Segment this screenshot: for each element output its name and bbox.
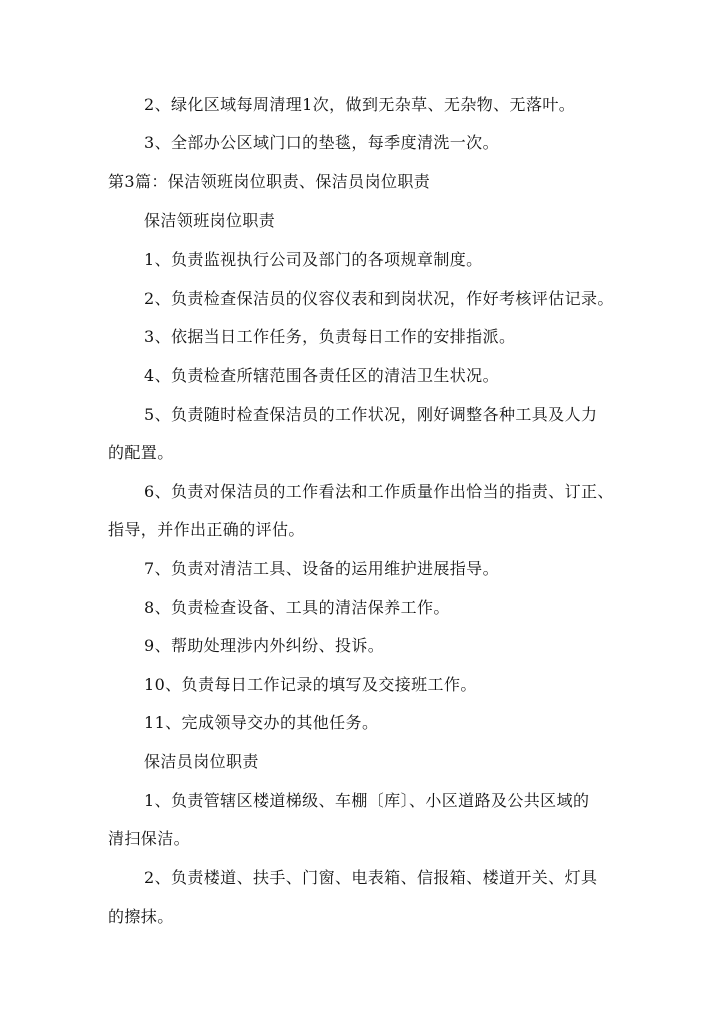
- cleaner-item: 1、负责管辖区楼道梯级、车棚〔库〕、小区道路及公共区域的: [144, 791, 590, 810]
- section-heading: 第3篇：保洁领班岗位职责、保洁员岗位职责: [108, 172, 431, 191]
- leader-item: 3、依据当日工作任务，负责每日工作的安排指派。: [144, 327, 516, 346]
- leader-item: 5、负责随时检查保洁员的工作状况，刚好调整各种工具及人力: [144, 405, 598, 424]
- leader-item: 1、负责监视执行公司及部门的各项规章制度。: [144, 250, 483, 269]
- leader-item-continuation: 指导，并作出正确的评估。: [108, 520, 305, 539]
- intro-item-3: 3、全部办公区域门口的垫毯，每季度清洗一次。: [144, 133, 499, 152]
- leader-item: 8、负责检查设备、工具的清洁保养工作。: [144, 598, 450, 617]
- leader-item: 11、完成领导交办的其他任务。: [144, 713, 379, 732]
- leader-item: 6、负责对保洁员的工作看法和工作质量作出恰当的指责、订正、: [144, 482, 614, 501]
- cleaner-item-continuation: 清扫保洁。: [108, 829, 191, 848]
- leader-section-title: 保洁领班岗位职责: [144, 211, 276, 230]
- leader-item: 2、负责检查保洁员的仪容仪表和到岗状况，作好考核评估记录。: [144, 289, 614, 308]
- leader-item: 10、负责每日工作记录的填写及交接班工作。: [144, 675, 477, 694]
- leader-item: 7、负责对清洁工具、设备的运用维护进展指导。: [144, 559, 499, 578]
- intro-item-2: 2、绿化区域每周清理1次，做到无杂草、无杂物、无落叶。: [144, 95, 576, 114]
- leader-item: 9、帮助处理涉内外纠纷、投诉。: [144, 636, 385, 655]
- cleaner-item-continuation: 的擦抹。: [108, 907, 174, 926]
- leader-item-continuation: 的配置。: [108, 443, 174, 462]
- cleaner-section-title: 保洁员岗位职责: [144, 752, 259, 771]
- cleaner-item: 2、负责楼道、扶手、门窗、电表箱、信报箱、楼道开关、灯具: [144, 868, 598, 887]
- leader-item: 4、负责检查所辖范围各责任区的清洁卫生状况。: [144, 366, 499, 385]
